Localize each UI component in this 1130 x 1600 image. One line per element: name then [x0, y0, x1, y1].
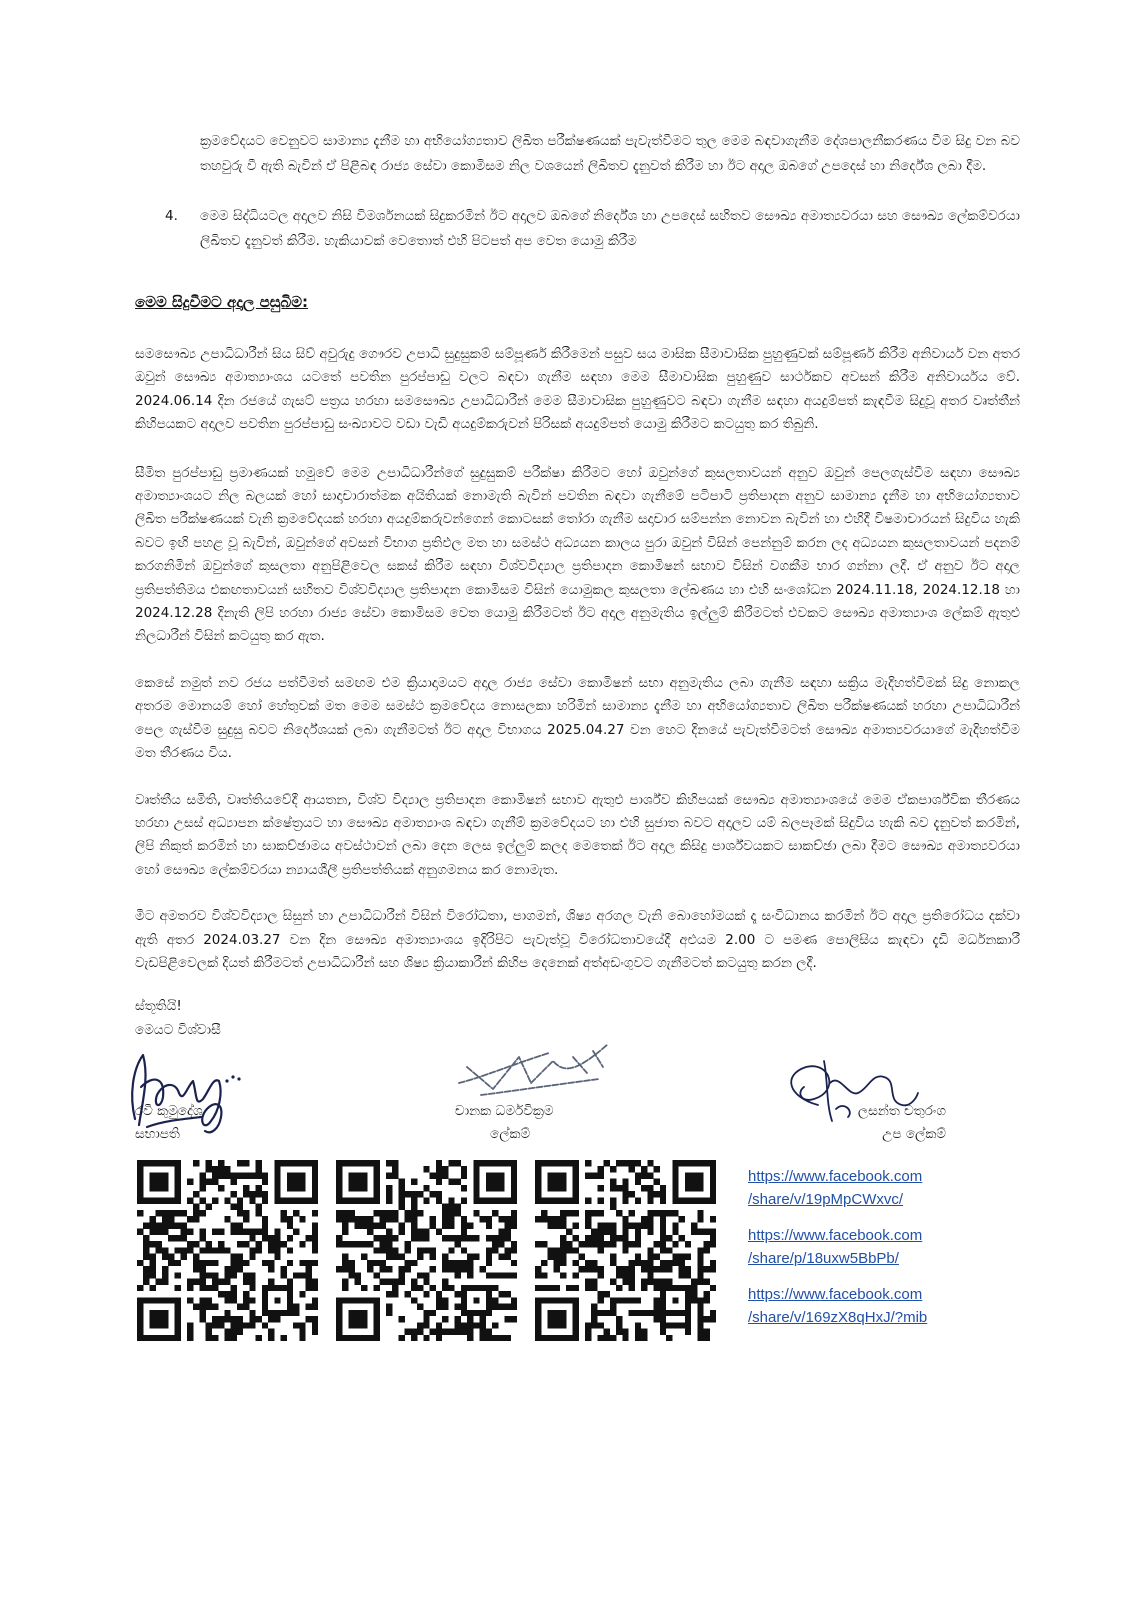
signatory-name-deputy-secretary: ලසන්ත චතුරංග	[857, 1103, 946, 1120]
background-paragraph-5: මීට අමතරව විශ්වවිද්‍යාල සිසුන් හා උපාධිධාරීන් විසින් විරෝධතා, පාගමන්, ශිෂ්‍ය අරගල වැනි බොහෝමයක් දෑ සංවිධානය කරමින් ඊට අදාල ප්‍රතිරෝධය දක්වා ඇති අතර 2024.03.27 වන දින සෞඛ්‍ය අමාත්‍යාංශය ඉදිරිපිට පැවැත්වූ විරෝධතාවයේදී අළුයම 2.00 ට පමණ පොලිසිය කැඳවා දැඩි මර්ධනකාරී වැඩපිළිවෙලක් දියත් කිරීමටත් උපාධිධාරීන් සහ ශිෂ්‍ය ක්‍රියාකාරීන් කිහිප දෙනෙක් අත්අඩංගුවට ගැනීමටත් කටයුතු කරන ලදී.	[135, 908, 1020, 971]
facebook-link-1-line-1[interactable]: https://www.facebook.com	[748, 1168, 923, 1186]
closing	[135, 995, 1020, 1042]
list-item-number: 4.	[165, 208, 178, 224]
signatory-name-secretary: චානක ධර්මවික්‍රම	[455, 1103, 554, 1120]
list-item-4	[165, 204, 1020, 253]
facebook-link-3-line-1[interactable]: https://www.facebook.com	[748, 1286, 923, 1304]
facebook-link-1[interactable]	[748, 1166, 927, 1211]
facebook-link-3[interactable]	[748, 1284, 927, 1329]
facebook-link-1-line-2[interactable]: /share/v/19pMpCWxvc/	[748, 1190, 904, 1208]
facebook-link-2-line-2[interactable]: /share/p/18uxw5BbPb/	[748, 1249, 899, 1267]
signature-secretary	[453, 1039, 615, 1101]
signatory-title-deputy-secretary: උප ලේකම්	[882, 1126, 946, 1143]
signatory-name-chairman: රවී කුමුදේශ	[135, 1103, 203, 1120]
signature-block	[135, 1045, 1020, 1158]
list-item-text: මෙම සිද්ධියටල අදාලව නිසි විමර්ශනයක් සිදුකරමින් ඊට අදාලව ඔබගේ නිර්දේශ හා උපදෙස් සහිතව සෞඛ්‍ය අමාත්‍යවරයා සහ සෞඛ්‍ය ලේකම්වරයා ලිඛිතව දැනුවත් කිරීම. හැකියාවක් වෙතොත් එහි පිටපත් අප වෙත යොමු කිරීම	[200, 208, 1020, 249]
background-paragraph-4: වෘත්තීය සමිති, වෘත්තියවේදී ආයතන, විශ්ව විද්‍යාල ප්‍රතිපාදන කොමිෂන් සභාව ඇතුළු පාර්ශ්ව කිහිපයක් සෞඛ්‍ය අමාත්‍යාංශයේ මෙම ඒකපාර්ශ්වික තීරණය හරහා උසස් අධ්‍යාපන ක්ෂේත්‍රයට හා සෞඛ්‍ය අමාත්‍යාංශ බඳවා ගැනීම් ක්‍රමවේදයට හා එහි සුජාත බවට අදාලව යම් බලපෑමක් සිදුවිය හැකි බව දැනුවත් කරමින්, ලිපි නිකුත් කරමින් හා සාකච්ඡාමය අවස්ථාවන් ලබා දෙන ලෙස ඉල්ලුම් කලද මෙතෙක් ඊට අදාල කිසිදු පාර්ශ්වයකට සාකච්ඡා ලබා දීමට සෞඛ්‍ය අමාත්‍යවරයා හෝ සෞඛ්‍ය ලේකම්වරයා න්‍යායශීලී ප්‍රතිපත්තියක් අනුගමනය කර නොමැත.	[135, 791, 1020, 878]
facebook-link-3-line-2[interactable]: /share/v/169zX8qHxJ/?mib	[748, 1308, 928, 1326]
continuation-paragraph: ක්‍රමවේදයට වෙනුවට සාමාන්‍ය දැනීම හා අභියෝග්‍යතාව ලිඛිත පරීක්ෂණයක් පැවැත්වීමට තුල මෙම බඳවාගැනීම දේශපාලනීකරණය වීම සිදු වන බව තහවුරු වී ඇති බැවින් ඒ පිළිබඳ රාජ්‍ය සේවා කොමිසම නිල වශයෙන් ලිඛිතව දැනුවත් කිරීම හා ඊට අදාල ඔබගේ උපදෙස් හා නිර්දේශ ලබා දීම.	[200, 133, 1020, 174]
closing-thanks: ස්තූතියි!	[135, 998, 182, 1015]
qr-code-3	[535, 1160, 716, 1341]
link-list	[748, 1166, 927, 1343]
background-paragraph-2: සීමිත පුරප්පාඩු ප්‍රමාණයක් හමුවේ මෙම උපාධිධාරීන්ගේ සුදුසුකම් පරීක්ෂා කිරීමට හෝ ඔවුන්ගේ කුසලතාවයන් අනුව ඔවුන් පෙලගැස්වීම සඳහා සෞඛ්‍ය අමාත්‍යාංශයට නිල බලයක් හෝ සාදාචාරාත්මක අයිතියක් නොමැති බැවින් පවතින බඳවා ගැනීමේ පටිපාටි ප්‍රතිපාදන අනුව සාමාන්‍ය දැනීම හා අභියෝග්‍යතාව ලිඛිත පරීක්ෂණයක් වැනි ක්‍රමවේදයක් හරහා අයදුම්කරුවන්ගෙන් කොටසක් තෝරා ගැනීම සදාචාර සම්පන්න නොවන බැවින් හා එහිදී විෂමාචාරයන් සිදුවිය හැකි බවට ඉඟි පහළ වූ බැවින්, ඔවුන්ගේ අවසන් විභාග ප්‍රතිඵල මත හා සමස්ථ අධ්‍යයන කාලය පුරා ඔවුන් විසින් පෙන්නුම් කරන ලද අධ්‍යයන කුසලතාවයන් පදනම් කරගනිමින් ඔවුන්ගේ කුසලතා අනුපිළිවෙල සකස් කිරීම සඳහා විශ්වවිද්‍යාල ප්‍රතිපාදන කොමිෂන් සභාව විසින් වගකීම භාර ගන්නා ලදී. ඒ අනුව ඊට අදාල ප්‍රතිපත්තිමය එකඟතාවයන් සහිතව විශ්වවිද්‍යාල ප්‍රතිපාදන කොමිසම විසින් යොමුකල කුසලතා ලේඛණය හා එහි සංශෝධන 2024.11.18, 2024.12.18 හා 2024.12.28 දිනැති ලිපි හරහා රාජ්‍ය සේවා කොමිසම වෙත යොමු කිරීමටත් ඊට අදාල අනුමැතිය ඉල්ලුම් කිරීමටත් එවකට සෞඛ්‍ය අමාත්‍යාංශ ලේකම් ඇතුළු නිලධාරීන් විසින් කටයුතු කර ඇත.	[135, 464, 1020, 645]
qr-code-1	[137, 1160, 318, 1341]
background-paragraph-1: සමසෞඛ්‍ය උපාධිධාරීන් සිය සිව් අවුරුදු ගෞරව උපාධි සුදුසුකම් සම්පූර්ණ කිරීමෙන් පසුව සය මාසික සීමාවාසික පුහුණුවක් සම්පූර්ණ කිරීම අනිවාර්ය වන අතර ඔවුන් සෞඛ්‍ය අමාත්‍යාංශය යටතේ පවතින පුරප්පාඩු වලට බඳවා ගැනීම සඳහා මෙම සීමාවාසික පුහුණුව සාර්ථකව අවසන් කිරීම අනිවාර්යය වේ. 2024.06.14 දින රජයේ ගැසට් පත්‍රය හරහා සමසෞඛ්‍ය උපාධිධාරීන් මෙම සීමාවාසික පුහුණුවට බඳවා ගැනීම සඳහා අයදුම්පත් කැඳවීම සිදුවූ අතර වෘත්තීන් කිහිපයකට අදාලව පවතින පුරප්පාඩු සංඛ්‍යාවට වඩා වැඩි අයදුම්කරුවන් පිරිසක් අයදුම්පත් යොමු කිරීමට කටයුතු කර තිබුනි.	[135, 346, 1020, 433]
facebook-link-2[interactable]	[748, 1225, 927, 1270]
letter-body	[135, 0, 1020, 1345]
signatory-title-secretary: ලේකම්	[490, 1126, 531, 1143]
background-paragraph-3: කෙසේ නමුත් නව රජය පත්වීමත් සමඟම එම ක්‍රියාදාමයට අදාල රාජ්‍ය සේවා කොමිෂන් සභා අනුමැතිය ලබා ගැනීම සඳහා සක්‍රිය මැදිහත්වීමක් සිදු නොකල අතරම මොනයම් හෝ හේතුවක් මත මෙම සමස්ථ ක්‍රමවේදය නොසලකා හරිමින් සාමාන්‍ය දැනීම හා අභියෝග්‍යතාව ලිඛිත පරීක්ෂණයක් හරහා උපාධිධාරීන් පෙල ගැස්වීම සුදුසු බවට නිර්දේශයක් ලබා ගැනීමටත් ඊට අදාල විභාගය 2025.04.27 වන හෙට දිනයේ පැවැත්වීමටත් සෞඛ්‍ය අමාත්‍යවරයාගේ මැදිහත්වීම මත තීරණය විය.	[135, 674, 1020, 762]
facebook-link-2-line-1[interactable]: https://www.facebook.com	[748, 1227, 923, 1245]
qr-link-row	[135, 1160, 1020, 1345]
closing-sign-off: මෙයට විශ්වාසී	[135, 1021, 221, 1038]
signatory-title-chairman: සභාපති	[135, 1126, 180, 1143]
section-heading: මෙම සිදුවීමට අදාල පසුබිම:	[135, 293, 309, 311]
qr-code-2	[336, 1160, 517, 1341]
